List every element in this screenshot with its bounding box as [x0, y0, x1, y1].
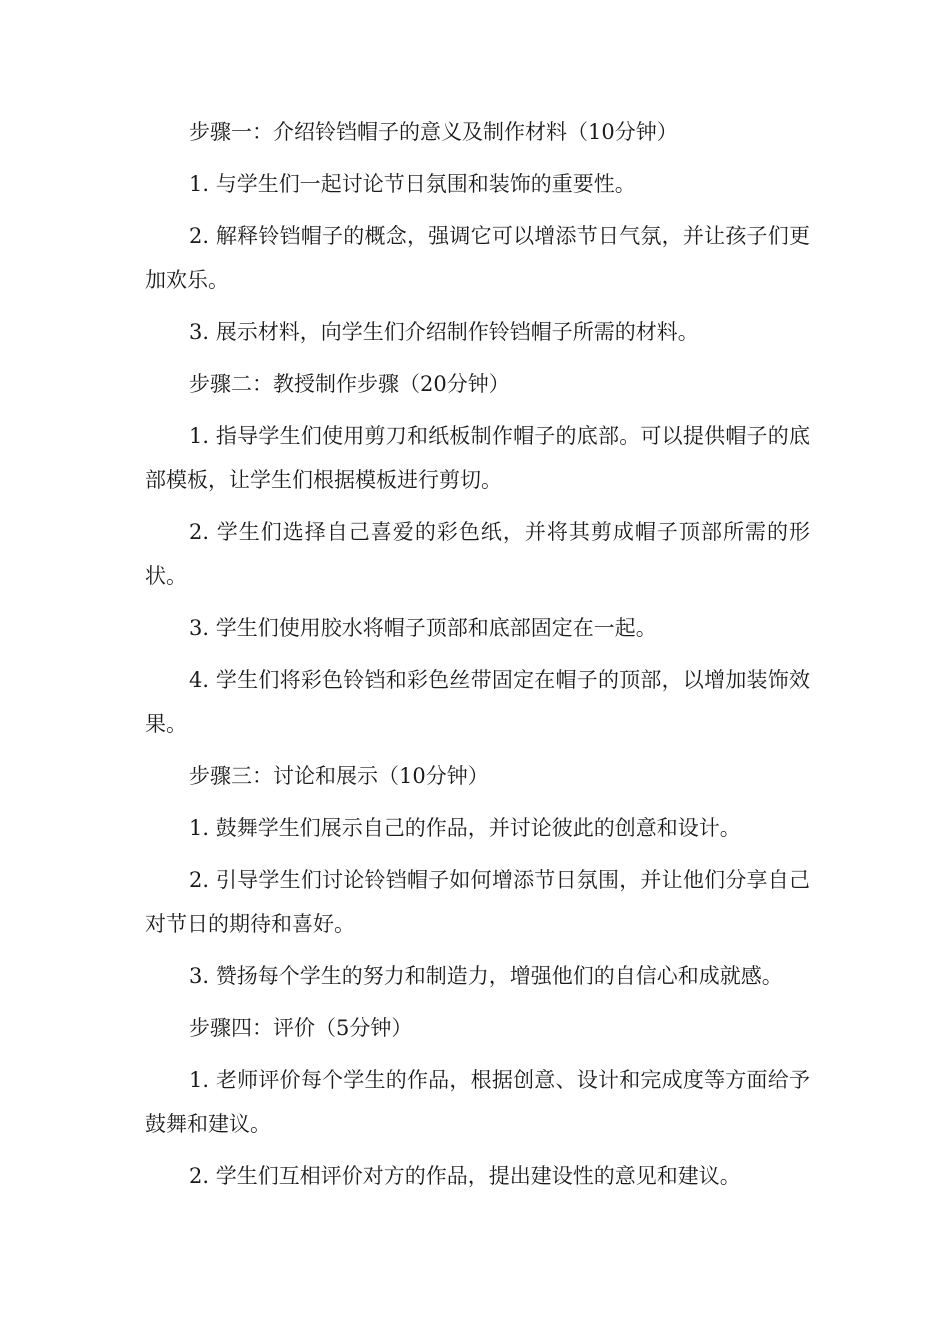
list-item: 3. 学生们使用胶水将帽子顶部和底部固定在一起。: [189, 616, 657, 640]
section-heading-step-3: 步骤三：讨论和展示（10分钟）: [189, 764, 489, 788]
list-item: 1. 老师评价每个学生的作品，根据创意、设计和完成度等方面给予鼓舞和建议。: [145, 1068, 810, 1136]
list-item: 1. 指导学生们使用剪刀和纸板制作帽子的底部。可以提供帽子的底部模板，让学生们根据模板进行剪切。: [145, 424, 810, 492]
document-body: [145, 110, 810, 1206]
list-item: 2. 引导学生们讨论铃铛帽子如何增添节日氛围，并让他们分享自己对节日的期待和喜好。: [145, 868, 810, 936]
list-item: 2. 学生们选择自己喜爱的彩色纸，并将其剪成帽子顶部所需的形状。: [145, 520, 810, 588]
section-heading-step-4: 步骤四：评价（5分钟）: [189, 1016, 413, 1040]
list-item: 2. 学生们互相评价对方的作品，提出建设性的意见和建议。: [189, 1164, 741, 1188]
list-item: 2. 解释铃铛帽子的概念，强调它可以增添节日气氛，并让孩子们更加欢乐。: [145, 224, 810, 292]
list-item: 1. 鼓舞学生们展示自己的作品，并讨论彼此的创意和设计。: [189, 816, 741, 840]
list-item: 1. 与学生们一起讨论节日氛围和装饰的重要性。: [189, 172, 636, 196]
list-item: 3. 展示材料，向学生们介绍制作铃铛帽子所需的材料。: [189, 320, 699, 344]
section-heading-step-2: 步骤二：教授制作步骤（20分钟）: [189, 372, 510, 396]
list-item: 4. 学生们将彩色铃铛和彩色丝带固定在帽子的顶部，以增加装饰效果。: [145, 668, 810, 736]
list-item: 3. 赞扬每个学生的努力和制造力，增强他们的自信心和成就感。: [189, 964, 783, 988]
section-heading-step-1: 步骤一：介绍铃铛帽子的意义及制作材料（10分钟）: [189, 120, 678, 144]
